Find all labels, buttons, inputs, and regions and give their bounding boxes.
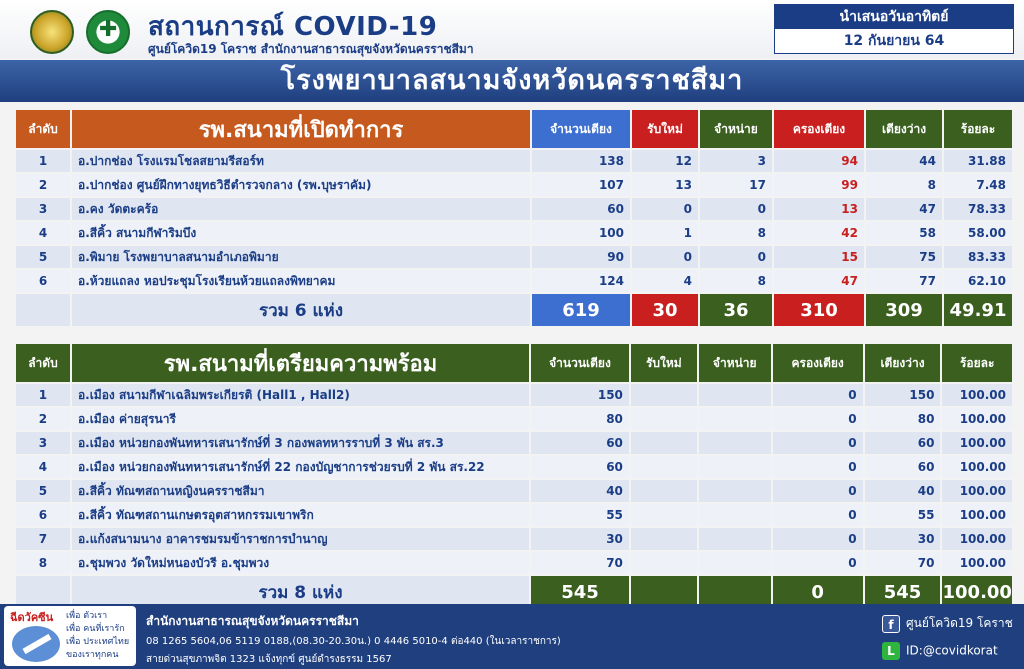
- vaccine-badge-title: ฉีดวัคซีน: [10, 611, 54, 624]
- date-value: 12 กันยายน 64: [843, 33, 945, 49]
- row-new: 13: [632, 174, 698, 196]
- row-discharged: 17: [700, 174, 772, 196]
- row-occupied: 42: [774, 222, 864, 244]
- total-new: 30: [632, 294, 698, 326]
- row-percent: 62.10: [944, 270, 1012, 292]
- row-percent: 100.00: [942, 552, 1012, 574]
- row-occupied: 99: [774, 174, 864, 196]
- row-no: 4: [16, 456, 70, 478]
- row-no: 4: [16, 222, 70, 244]
- row-new: [631, 384, 697, 406]
- table-row: [16, 408, 1012, 430]
- row-new: 1: [632, 222, 698, 244]
- prep-hospitals-table: [14, 342, 1014, 610]
- header-free: เตียงว่าง: [865, 344, 941, 382]
- total-free: 309: [866, 294, 942, 326]
- row-beds: 70: [531, 552, 629, 574]
- row-free: 47: [866, 198, 942, 220]
- row-new: 4: [632, 270, 698, 292]
- row-free: 58: [866, 222, 942, 244]
- row-name: อ.เมือง หน่วยกองพันทหารเสนารักษ์ที่ 22 กองบัญชาการช่วยรบที่ 2 พัน สร.22: [72, 456, 529, 478]
- row-discharged: [699, 432, 771, 454]
- section-banner: โรงพยาบาลสนามจังหวัดนครราชสีมา: [0, 60, 1024, 102]
- row-occupied: 0: [773, 528, 863, 550]
- row-beds: 80: [531, 408, 629, 430]
- header-percent: ร้อยละ: [942, 344, 1012, 382]
- table-row: [16, 222, 1012, 244]
- row-new: [631, 480, 697, 502]
- header-percent: ร้อยละ: [944, 110, 1012, 148]
- row-name: อ.ปากช่อง โรงแรมโชลสยามรีสอร์ท: [72, 150, 530, 172]
- row-occupied: 13: [774, 198, 864, 220]
- row-new: 0: [632, 246, 698, 268]
- table-row: [16, 552, 1012, 574]
- row-occupied: 15: [774, 246, 864, 268]
- row-new: [631, 552, 697, 574]
- page-title: สถานการณ์ COVID-19: [148, 12, 438, 42]
- row-percent: 100.00: [942, 408, 1012, 430]
- row-no: 3: [16, 432, 70, 454]
- badge-line: ของเราทุกคน: [66, 650, 119, 660]
- row-percent: 58.00: [944, 222, 1012, 244]
- row-new: [631, 504, 697, 526]
- row-no: 3: [16, 198, 70, 220]
- row-beds: 40: [531, 480, 629, 502]
- total-occupied: 0: [773, 576, 863, 608]
- row-new: 0: [632, 198, 698, 220]
- row-beds: 100: [532, 222, 630, 244]
- row-occupied: 0: [773, 480, 863, 502]
- row-beds: 55: [531, 504, 629, 526]
- total-discharged: 36: [700, 294, 772, 326]
- row-no: 2: [16, 408, 70, 430]
- row-name: อ.สีคิ้ว สนามกีฬาริมบึง: [72, 222, 530, 244]
- row-discharged: 8: [700, 222, 772, 244]
- total-occupied: 310: [774, 294, 864, 326]
- row-name: อ.ปากช่อง ศูนย์ฝึกทางยุทธวิธีตำรวจกลาง (รพ.บุษราคัม): [72, 174, 530, 196]
- row-free: 30: [865, 528, 941, 550]
- row-new: [631, 456, 697, 478]
- badge-line: เพื่อ คนที่เรารัก: [66, 624, 125, 634]
- total-label: รวม 8 แห่ง: [72, 576, 529, 608]
- row-occupied: 0: [773, 552, 863, 574]
- facebook-icon: f: [882, 615, 900, 633]
- header-free: เตียงว่าง: [866, 110, 942, 148]
- row-free: 44: [866, 150, 942, 172]
- row-percent: 100.00: [942, 456, 1012, 478]
- header-no: ลำดับ: [16, 110, 70, 148]
- total-beds: 545: [531, 576, 629, 608]
- table-row: [16, 270, 1012, 292]
- row-occupied: 0: [773, 456, 863, 478]
- row-new: [631, 432, 697, 454]
- row-discharged: [699, 456, 771, 478]
- table-row: [16, 150, 1012, 172]
- row-new: [631, 408, 697, 430]
- header-beds: จำนวนเตียง: [531, 344, 629, 382]
- footer-office: สำนักงานสาธารณสุขจังหวัดนครราชสีมา: [146, 614, 359, 628]
- header-occupied: ครองเตียง: [774, 110, 864, 148]
- row-name: อ.ชุมพวง วัดใหม่หนองบัวรี อ.ชุมพวง: [72, 552, 529, 574]
- row-name: อ.สีคิ้ว ทัณฑสถานเกษตรอุตสาหกรรมเขาพริก: [72, 504, 529, 526]
- row-free: 150: [865, 384, 941, 406]
- row-no: 5: [16, 480, 70, 502]
- date-label: นำเสนอวันอาทิตย์: [775, 5, 1013, 29]
- row-beds: 90: [532, 246, 630, 268]
- total-spacer: [16, 294, 70, 326]
- header-beds: จำนวนเตียง: [532, 110, 630, 148]
- vaccine-badge-lines: [66, 610, 129, 662]
- row-percent: 100.00: [942, 480, 1012, 502]
- total-beds: 619: [532, 294, 630, 326]
- row-name: อ.พิมาย โรงพยาบาลสนามอำเภอพิมาย: [72, 246, 530, 268]
- facebook-link[interactable]: [882, 614, 1013, 633]
- header-discharged: จำหน่าย: [700, 110, 772, 148]
- row-occupied: 0: [773, 504, 863, 526]
- row-name: อ.ห้วยแถลง หอประชุมโรงเรียนห้วยแถลงพิทยาคม: [72, 270, 530, 292]
- row-beds: 60: [532, 198, 630, 220]
- row-percent: 100.00: [942, 504, 1012, 526]
- row-beds: 107: [532, 174, 630, 196]
- row-discharged: 0: [700, 246, 772, 268]
- row-percent: 100.00: [942, 432, 1012, 454]
- row-percent: 7.48: [944, 174, 1012, 196]
- header-discharged: จำหน่าย: [699, 344, 771, 382]
- row-discharged: [699, 504, 771, 526]
- row-free: 60: [865, 432, 941, 454]
- line-icon: L: [882, 642, 900, 660]
- row-discharged: 3: [700, 150, 772, 172]
- header-name: รพ.สนามที่เปิดทำการ: [72, 110, 530, 148]
- table-header-row: [16, 110, 1012, 148]
- row-free: 8: [866, 174, 942, 196]
- row-percent: 31.88: [944, 150, 1012, 172]
- row-occupied: 0: [773, 408, 863, 430]
- row-discharged: [699, 408, 771, 430]
- health-ministry-logo: [86, 10, 130, 54]
- total-percent: 49.91: [944, 294, 1012, 326]
- header-occupied: ครองเตียง: [773, 344, 863, 382]
- row-occupied: 0: [773, 432, 863, 454]
- row-free: 77: [866, 270, 942, 292]
- facebook-name: ศูนย์โควิด19 โคราช: [906, 616, 1013, 630]
- row-no: 6: [16, 504, 70, 526]
- header-no: ลำดับ: [16, 344, 70, 382]
- row-occupied: 94: [774, 150, 864, 172]
- table-row: [16, 528, 1012, 550]
- row-name: อ.แก้งสนามนาง อาคารชมรมข้าราชการบำนาญ: [72, 528, 529, 550]
- row-no: 5: [16, 246, 70, 268]
- row-occupied: 0: [773, 384, 863, 406]
- row-discharged: 8: [700, 270, 772, 292]
- row-no: 2: [16, 174, 70, 196]
- row-discharged: [699, 384, 771, 406]
- row-free: 80: [865, 408, 941, 430]
- footer-hotline: สายด่วนสุขภาพจิต 1323 แจ้งทุกข์ ศูนย์ดำรงธรรม 1567: [146, 654, 392, 665]
- row-no: 1: [16, 150, 70, 172]
- row-percent: 83.33: [944, 246, 1012, 268]
- provincial-seal-logo: [30, 10, 74, 54]
- row-name: อ.เมือง ค่ายสุรนารี: [72, 408, 529, 430]
- line-link[interactable]: [882, 642, 998, 660]
- table-row: [16, 198, 1012, 220]
- row-beds: 60: [531, 456, 629, 478]
- row-name: อ.เมือง หน่วยกองพันทหารเสนารักษ์ที่ 3 กองพลทหารราบที่ 3 พัน สร.3: [72, 432, 529, 454]
- row-free: 60: [865, 456, 941, 478]
- row-no: 7: [16, 528, 70, 550]
- top-header: [0, 0, 1024, 58]
- row-free: 40: [865, 480, 941, 502]
- footer-phones: 08 1265 5604,06 5119 0188,(08.30-20.30น.) 0 4446 5010-4 ต่อ440 (ในเวลาราชการ): [146, 636, 561, 647]
- row-discharged: [699, 528, 771, 550]
- row-percent: 100.00: [942, 528, 1012, 550]
- table-row: [16, 174, 1012, 196]
- open-hospitals-table: [14, 108, 1014, 328]
- row-name: อ.เมือง สนามกีฬาเฉลิมพระเกียรติ (Hall1 , Hall2): [72, 384, 529, 406]
- footer: [0, 604, 1024, 669]
- total-percent: 100.00: [942, 576, 1012, 608]
- row-new: 12: [632, 150, 698, 172]
- header-new: รับใหม่: [632, 110, 698, 148]
- table-row: [16, 432, 1012, 454]
- syringe-icon: [12, 626, 60, 662]
- row-occupied: 47: [774, 270, 864, 292]
- table-row: [16, 246, 1012, 268]
- date-box: [774, 4, 1014, 54]
- row-discharged: [699, 552, 771, 574]
- row-beds: 150: [531, 384, 629, 406]
- row-free: 55: [865, 504, 941, 526]
- header-new: รับใหม่: [631, 344, 697, 382]
- row-free: 75: [866, 246, 942, 268]
- row-beds: 30: [531, 528, 629, 550]
- badge-line: เพื่อ ประเทศไทย: [66, 637, 130, 647]
- row-discharged: [699, 480, 771, 502]
- row-name: อ.คง วัดตะคร้อ: [72, 198, 530, 220]
- table-row: [16, 456, 1012, 478]
- header-name: รพ.สนามที่เตรียมความพร้อม: [72, 344, 529, 382]
- row-discharged: 0: [700, 198, 772, 220]
- row-no: 6: [16, 270, 70, 292]
- row-percent: 78.33: [944, 198, 1012, 220]
- vaccine-badge: [4, 606, 136, 666]
- total-free: 545: [865, 576, 941, 608]
- row-name: อ.สีคิ้ว ทัณฑสถานหญิงนครราชสีมา: [72, 480, 529, 502]
- row-no: 8: [16, 552, 70, 574]
- row-percent: 100.00: [942, 384, 1012, 406]
- row-beds: 124: [532, 270, 630, 292]
- total-row: [16, 294, 1012, 326]
- page-subtitle: ศูนย์โควิด19 โคราช สำนักงานสาธารณสุขจังหวัดนครราชสีมา: [148, 42, 474, 56]
- line-id: ID:@covidkorat: [906, 643, 998, 658]
- table-row: [16, 480, 1012, 502]
- table-header-row: [16, 344, 1012, 382]
- row-beds: 138: [532, 150, 630, 172]
- table-row: [16, 384, 1012, 406]
- row-beds: 60: [531, 432, 629, 454]
- total-label: รวม 6 แห่ง: [72, 294, 530, 326]
- badge-line: เพื่อ ตัวเรา: [66, 611, 108, 621]
- row-new: [631, 528, 697, 550]
- row-free: 70: [865, 552, 941, 574]
- row-no: 1: [16, 384, 70, 406]
- table-row: [16, 504, 1012, 526]
